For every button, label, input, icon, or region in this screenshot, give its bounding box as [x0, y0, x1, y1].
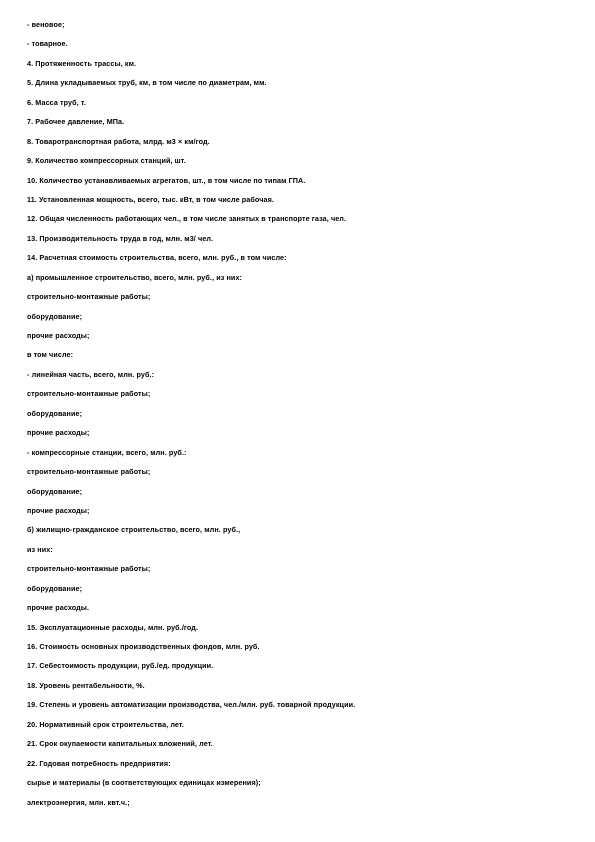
text-line: 21. Срок окупаемости капитальных вложений, лет. [27, 739, 213, 749]
text-line: 14. Расчетная стоимость строительства, всего, млн. руб., в том числе: [27, 253, 287, 263]
text-line: строительно-монтажные работы; [27, 389, 151, 399]
text-line: б) жилищно-гражданское строительство, всего, млн. руб., [27, 525, 241, 535]
text-line: прочие расходы; [27, 428, 90, 438]
text-line: сырье и материалы (в соответствующих единицах измерения); [27, 778, 261, 788]
text-line: из них: [27, 544, 53, 554]
text-line: 4. Протяженность трассы, км. [27, 58, 137, 68]
text-line: - компрессорные станции, всего, млн. руб.: [27, 447, 187, 457]
text-line: оборудование; [27, 311, 83, 321]
text-line: прочие расходы; [27, 331, 90, 340]
text-line: строительно-монтажные работы; [27, 292, 151, 302]
text-line: прочие расходы; [27, 505, 90, 515]
text-line: 20. Нормативный срок строительства, лет. [27, 719, 185, 729]
text-line: строительно-монтажные работы; [27, 564, 151, 574]
text-line: - линейная часть, всего, млн. руб.: [27, 369, 155, 379]
text-line: 9. Количество компрессорных станций, шт. [27, 156, 186, 166]
text-line: электроэнергия, млн. квт.ч.; [27, 797, 130, 807]
text-line: оборудование; [27, 486, 83, 496]
text-line: а) промышленное строительство, всего, млн. руб., из них: [27, 272, 243, 282]
text-line: оборудование; [27, 408, 83, 418]
text-line: - товарное. [27, 39, 68, 49]
text-line: - веновое; [27, 20, 65, 29]
text-line: 10. Количество устанавливаемых агрегатов, шт., в том числе по типам ГПА. [27, 175, 306, 185]
text-line: в том числе: [27, 350, 74, 360]
text-line: 15. Эксплуатационные расходы, млн. руб./год. [27, 622, 199, 632]
text-line: 5. Длина укладываемых труб, км, в том числе по диаметрам, мм. [27, 78, 267, 88]
text-line: строительно-монтажные работы; [27, 467, 151, 477]
text-line: оборудование; [27, 583, 83, 593]
text-line: 6. Масса труб, т. [27, 97, 86, 107]
text-line: 19. Степень и уровень автоматизации производства, чел./млн. руб. товарной продукции. [27, 700, 356, 710]
text-line: 7. Рабочее давление, МПа. [27, 117, 125, 127]
text-line: 8. Товаротранспортная работа, млрд. м3 × км/год. [27, 136, 210, 146]
text-line: 13. Производительность труда в год, млн. м3/ чел. [27, 233, 214, 243]
text-line: 11. Установленная мощность, всего, тыс. кВт, в том числе рабочая. [27, 194, 274, 204]
text-line: 22. Годовая потребность предприятия: [27, 758, 171, 768]
text-line: 16. Стоимость основных производственных фондов, млн. руб. [27, 642, 260, 651]
text-line: прочие расходы. [27, 603, 90, 613]
text-line: 18. Уровень рентабельности, %. [27, 680, 145, 690]
text-line: 12. Общая численность работающих чел., в том числе занятых в транспорте газа, чел. [27, 214, 347, 224]
text-line: 17. Себестоимость продукции, руб./ед. продукции. [27, 661, 214, 671]
document-text-block [27, 15, 572, 812]
